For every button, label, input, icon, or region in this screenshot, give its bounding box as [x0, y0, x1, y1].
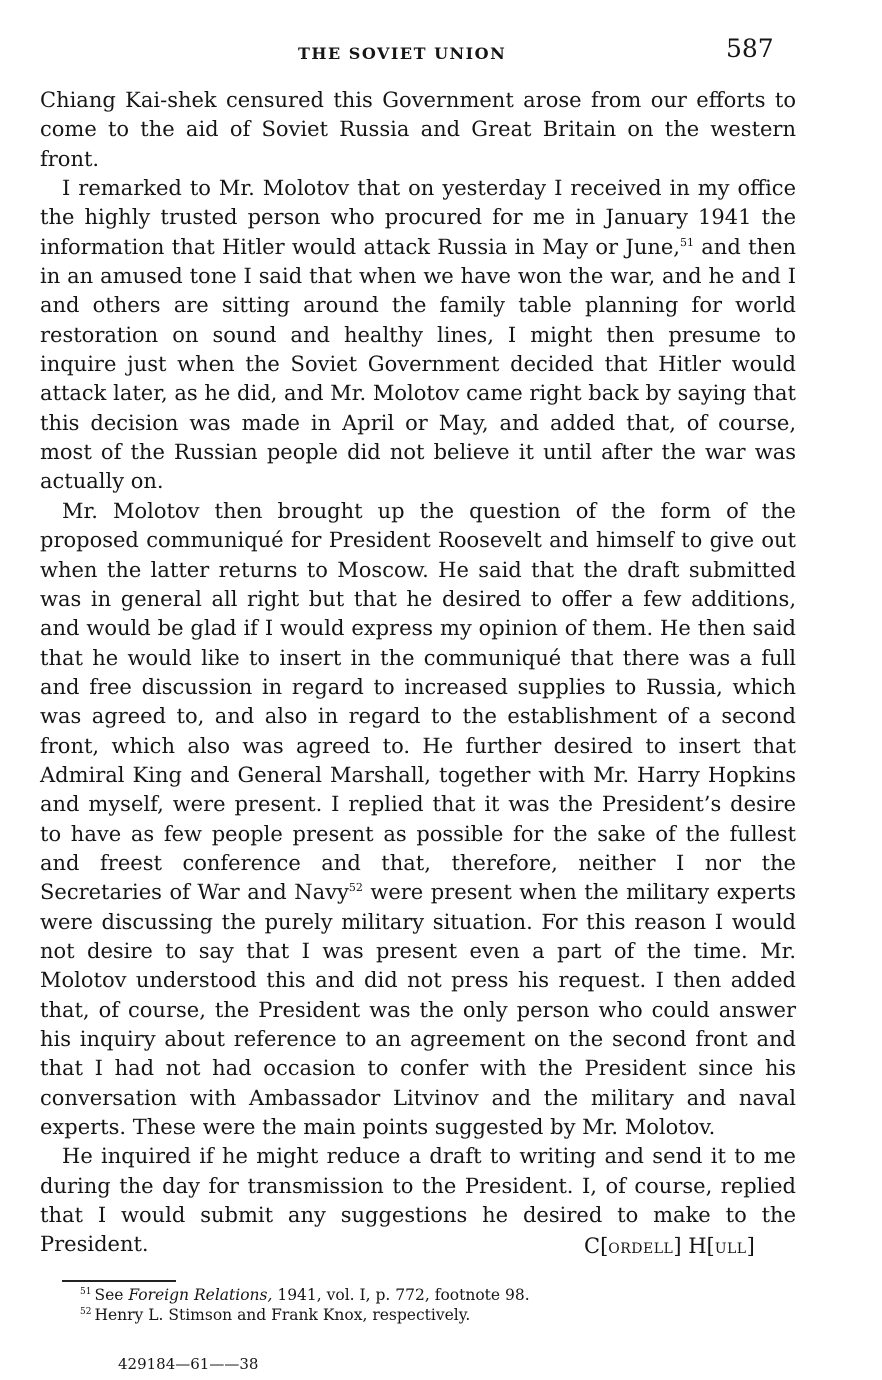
- paragraph-text: and then in an amused tone I said that when we have won the war, and he and I and others are sitting around the family table planning for world restoration on sound and healthy lines, I might then presume to inquire just when the Soviet Government decided that Hitler would attack later, as he did, and Mr. Molotov came right back by saying that this decision was made in April or May, and added that, of course, most of the Russian people did not believe it until after the war was actually on.: [40, 234, 796, 494]
- running-head: [0, 34, 882, 72]
- footnote-divider: [62, 1280, 176, 1282]
- paragraph-text: He inquired if he might reduce a draft to writing and send it to me during the day for transmission to the President. I, of course, replied that I would submit any suggestions he desired to make to the President.: [40, 1144, 796, 1257]
- paragraph-text: Chiang Kai-shek censured this Government arose from our efforts to come to the aid of Soviet Russia and Great Britain on the western front.: [40, 88, 796, 171]
- footnote-ref-51: 51: [679, 235, 694, 249]
- signature-small-caps: ORDELL: [608, 1241, 674, 1257]
- signature-small-caps: ULL: [714, 1241, 747, 1257]
- footnote-51: $^{51}$ See Foreign Relations, 1941, vol. I, p. 772, footnote 98.: [80, 1286, 530, 1304]
- body-text: [40, 86, 796, 1260]
- footnote-mark: 52: [80, 1306, 92, 1317]
- paragraph-text: I remarked to Mr. Molotov that on yesterday I received in my office the highly trusted person who procured for me in January 1941 the information that Hitler would attack Russia in May or June,: [40, 176, 796, 259]
- paragraph-text: Mr. Molotov then brought up the question of the form of the proposed communiqué for President Roosevelt and himself to give out when the latter returns to Moscow. He said that the draft submitted was in general all right but that he desired to offer a few additions, and would be glad if I would express my opinion of them. He then said that he would like to insert in the communiqué that there was a full and free discussion in regard to increased supplies to Russia, which was agreed to, and also in regard to the establishment of a second front, which also was agreed to. He further desired to insert that Admiral King and General Marshall, together with Mr. Harry Hopkins and myself, were present. I replied that it was the President’s desire to have as few people present as possible for the sake of the fullest and freest conference and that, therefore, neither I nor the Secretaries of War and Navy: [40, 498, 796, 905]
- footnote-citation-title: Foreign Relations,: [128, 1286, 273, 1304]
- footnote-mark: 51: [80, 1286, 92, 1297]
- page-number: 587: [726, 34, 774, 63]
- printer-signature-mark: 429184—61——38: [118, 1355, 259, 1373]
- paragraph-molotov-hitler-attack: [40, 174, 796, 497]
- running-title: THE SOVIET UNION: [298, 44, 507, 63]
- paragraph-text: were present when the military experts were discussing the purely military situation. For this reason I would not desire to say that I was present even a part of the time. Mr. Molotov understood this and did not press his request. I then added that, of course, the President was the only person who could answer his inquiry about reference to an agreement on the second front and that I had not had occasion to confer with the President since his conversation with Ambassador Litvinov and the military and naval experts. These were the main points suggested by Mr. Molotov.: [40, 880, 796, 1140]
- footnote-52: $^{52}$ Henry L. Stimson and Frank Knox, respectively.: [80, 1306, 471, 1324]
- signature: C[ORDELL] H[ULL]: [584, 1234, 755, 1258]
- footnote-ref-52: 52: [348, 881, 363, 895]
- paragraph-communique: [40, 497, 796, 1143]
- paragraph-continuation: [40, 86, 796, 174]
- footnotes: [80, 1285, 780, 1325]
